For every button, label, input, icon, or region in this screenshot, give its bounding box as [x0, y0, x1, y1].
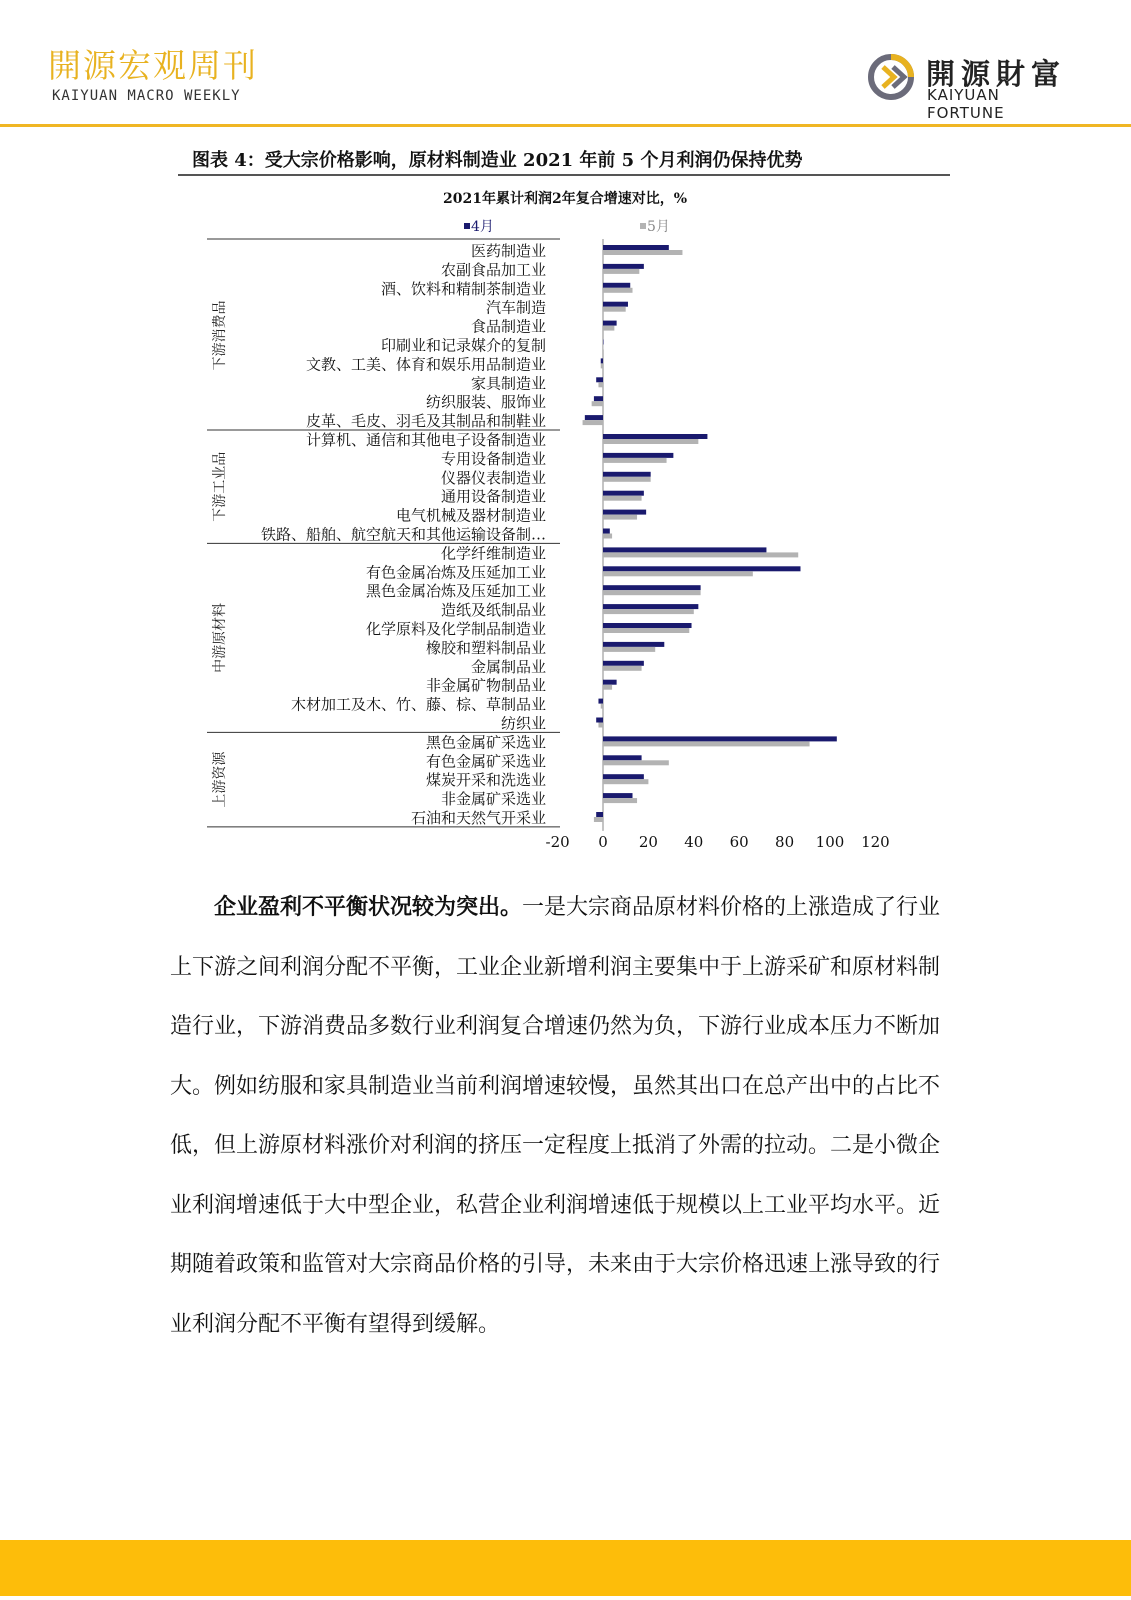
bar-may: [603, 666, 642, 671]
category-label: 通用设备制造业: [440, 487, 546, 506]
category-label: 黑色金属冶炼及压延加工业: [365, 582, 546, 601]
category-label: 专用设备制造业: [440, 449, 546, 468]
bar-apr: [603, 321, 617, 326]
category-label: 印刷业和记录媒介的复制: [380, 336, 546, 355]
logo-chinese-name: 開源財富: [926, 57, 1067, 91]
group-label-1: 下游消费品: [212, 300, 228, 371]
bar-apr: [603, 736, 837, 741]
category-label: 纺织服装、服饰业: [425, 393, 546, 412]
bar-may: [598, 723, 603, 728]
bar-apr: [603, 661, 644, 666]
x-tick-label: 60: [729, 833, 749, 851]
bar-apr: [603, 680, 617, 685]
bar-apr: [603, 566, 800, 571]
chart-svg: [0, 180, 1131, 870]
publication-subtitle: KAIYUAN MACRO WEEKLY: [52, 88, 241, 104]
category-label: 家具制造业: [470, 374, 546, 393]
bar-apr: [603, 623, 692, 628]
category-label: 橡胶和塑料制品业: [425, 638, 546, 657]
chart-title: 2021年累计利润2年复合增速对比，%: [442, 191, 688, 207]
page-header: [0, 0, 1131, 128]
figure-caption-rule: [178, 174, 950, 176]
bar-apr: [603, 585, 701, 590]
category-label: 纺织业: [500, 714, 546, 733]
group-label-4: 上游资源: [212, 751, 228, 808]
bar-apr: [596, 718, 603, 723]
company-logo: [866, 52, 1076, 122]
bar-apr: [603, 604, 698, 609]
bar-apr: [603, 434, 707, 439]
category-label: 皮革、毛皮、羽毛及其制品和制鞋业: [305, 412, 546, 431]
paragraph-body: 一是大宗商品原材料价格的上涨造成了行业上下游之间利润分配不平衡，工业企业新增利润主要集中于上游采矿和原材料制造行业，下游消费品多数行业利润复合增速仍然为负，下游行业成本压力不断加大。例如纺服和家具制造业当前利润增速较慢，虽然其出口在总产出中的占比不低，但上游原材料涨价对利润的挤压一定程度上抵消了外需的拉动。二是小微企业利润增速低于大中型企业，私营企业利润增速低于规模以上工业平均水平。近期随着政策和监管对大宗商品价格的引导，未来由于大宗价格迅速上涨导致的行业利润分配不平衡有望得到缓解。: [170, 895, 941, 1337]
bar-may: [603, 439, 698, 444]
footer-bar: [0, 1540, 1131, 1596]
category-label: 造纸及纸制品业: [440, 601, 546, 620]
bar-may: [603, 326, 614, 331]
category-label: 金属制品业: [470, 657, 546, 676]
logo-mark-icon: [866, 52, 916, 102]
group-label-3: 中游原材料: [212, 602, 228, 673]
publication-title: 開源宏观周刊: [48, 46, 258, 85]
header-divider: [0, 124, 1131, 127]
category-label: 黑色金属矿采选业: [425, 733, 546, 752]
bar-apr: [596, 812, 603, 817]
category-label: 化学纤维制造业: [440, 544, 546, 563]
bar-may: [603, 609, 694, 614]
bar-apr: [603, 472, 651, 477]
bar-may: [583, 420, 603, 425]
category-label: 汽车制造: [485, 298, 546, 317]
category-label: 医药制造业: [470, 242, 546, 260]
figure-caption: 图表 4：受大宗价格影响，原材料制造业 2021 年前 5 个月利润仍保持优势: [192, 150, 803, 171]
bar-apr: [603, 755, 642, 760]
bar-apr: [603, 340, 604, 345]
group-label-2: 下游工业品: [212, 451, 228, 522]
bar-may: [603, 571, 753, 576]
bar-apr: [603, 793, 633, 798]
bar-may: [603, 515, 637, 520]
bar-may: [603, 288, 633, 293]
bar-apr: [603, 283, 630, 288]
legend-label-2: 5月: [647, 219, 670, 235]
bar-may: [601, 363, 603, 368]
x-tick-label: -20: [545, 833, 570, 851]
bar-apr: [603, 264, 644, 269]
bar-may: [603, 345, 604, 350]
profit-growth-chart: [0, 180, 1131, 870]
category-label: 电气机械及器材制造业: [395, 506, 546, 525]
legend-label-1: 4月: [471, 219, 494, 235]
bar-may: [603, 534, 612, 539]
x-tick-label: 80: [775, 833, 795, 851]
category-label: 木材加工及木、竹、藤、棕、草制品业: [290, 695, 546, 714]
category-label: 有色金属矿采选业: [425, 752, 546, 771]
bar-may: [603, 250, 682, 255]
category-label: 仪器仪表制造业: [440, 468, 546, 487]
category-label: 食品制造业: [470, 317, 546, 336]
bar-apr: [603, 245, 669, 250]
bar-apr: [603, 491, 644, 496]
legend-swatch-2: [640, 223, 646, 229]
bar-may: [592, 401, 603, 406]
bar-apr: [596, 377, 603, 382]
bar-apr: [585, 415, 603, 420]
bar-apr: [603, 529, 610, 534]
category-label: 化学原料及化学制品制造业: [365, 620, 546, 638]
bar-apr: [594, 396, 603, 401]
bar-apr: [603, 642, 664, 647]
logo-english-name: KAIYUAN FORTUNE: [927, 86, 1005, 122]
bar-may: [603, 628, 689, 633]
category-label: 石油和天然气开采业: [410, 809, 546, 827]
bar-apr: [603, 453, 673, 458]
paragraph-lead: 企业盈利不平衡状况较为突出。: [214, 895, 523, 920]
bar-may: [603, 741, 810, 746]
category-label: 酒、饮料和精制茶制造业: [380, 279, 546, 298]
category-label: 文教、工美、体育和娱乐用品制造业: [305, 355, 546, 374]
bar-apr: [601, 358, 603, 363]
category-label: 非金属矿采选业: [440, 790, 546, 809]
x-tick-label: 40: [684, 833, 704, 851]
legend-swatch-1: [464, 223, 470, 229]
bar-may: [598, 382, 603, 387]
bar-may: [603, 269, 639, 274]
bar-may: [594, 817, 603, 822]
x-tick-label: 0: [598, 833, 608, 851]
category-label: 计算机、通信和其他电子设备制造业: [305, 431, 546, 449]
bar-apr: [603, 774, 644, 779]
category-label: 有色金属冶炼及压延加工业: [365, 563, 546, 582]
bar-apr: [603, 547, 766, 552]
bar-apr: [603, 302, 628, 307]
bar-may: [603, 647, 655, 652]
bar-may: [603, 307, 626, 312]
bar-apr: [603, 510, 646, 515]
bar-may: [603, 552, 798, 557]
bar-may: [603, 590, 701, 595]
bar-may: [603, 760, 669, 765]
category-label: 煤炭开采和洗选业: [425, 771, 546, 790]
bar-may: [601, 704, 603, 709]
bar-apr: [598, 699, 603, 704]
bar-may: [603, 458, 667, 463]
x-tick-label: 120: [861, 833, 890, 851]
bar-may: [603, 798, 637, 803]
x-tick-label: 100: [815, 833, 845, 851]
bar-may: [603, 685, 612, 690]
bar-may: [603, 477, 651, 482]
body-paragraph: [170, 878, 960, 1354]
bar-may: [603, 779, 648, 784]
category-label: 农副食品加工业: [440, 260, 546, 279]
category-label: 非金属矿物制品业: [425, 676, 546, 695]
bar-may: [603, 496, 642, 501]
category-label: 铁路、船舶、航空航天和其他运输设备制…: [260, 525, 546, 544]
x-tick-label: 20: [638, 833, 658, 851]
